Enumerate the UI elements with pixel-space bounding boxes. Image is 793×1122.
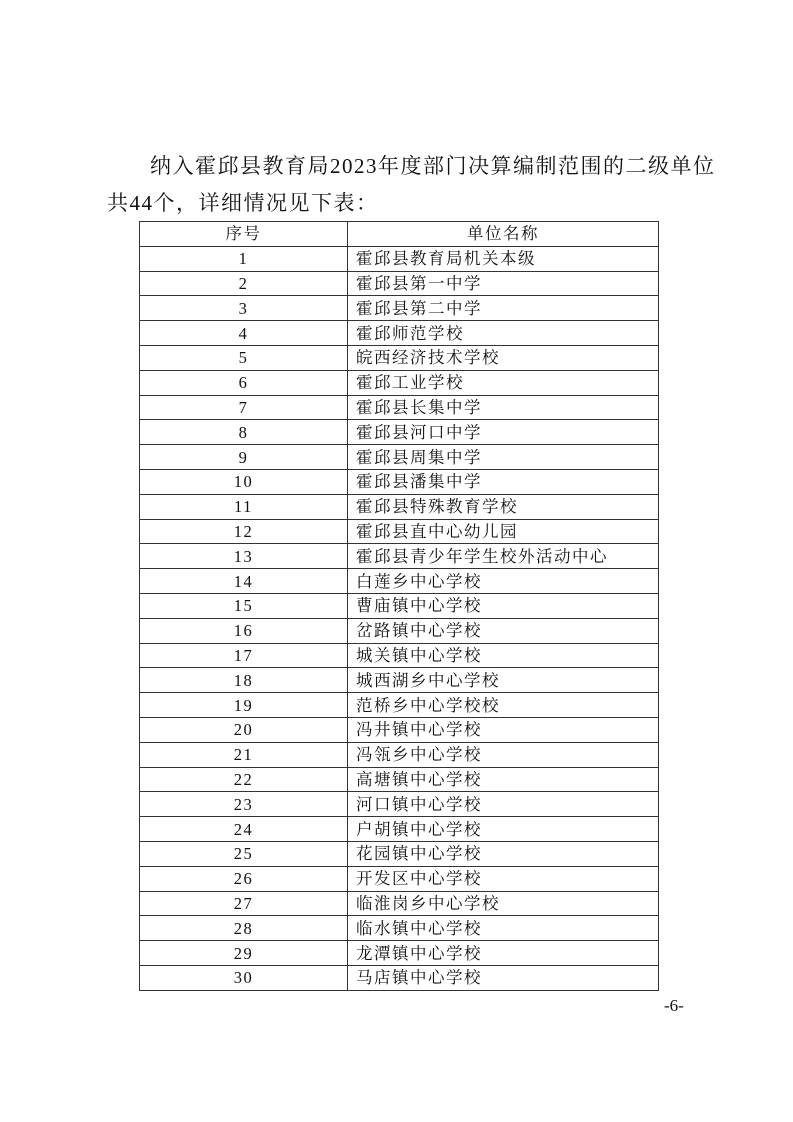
table-row: [140, 569, 659, 594]
row-index: 19: [140, 693, 348, 718]
row-unit-name: 霍邱县潘集中学: [348, 469, 659, 494]
row-unit-name: 户胡镇中心学校: [348, 817, 659, 842]
row-index: 27: [140, 891, 348, 916]
row-index: 4: [140, 321, 348, 346]
table-row: [140, 817, 659, 842]
table-row: [140, 841, 659, 866]
row-unit-name: 冯瓴乡中心学校: [348, 742, 659, 767]
row-index: 11: [140, 494, 348, 519]
table-row: [140, 866, 659, 891]
table-row: [140, 494, 659, 519]
table-row: [140, 941, 659, 966]
table-row: [140, 742, 659, 767]
table-row: [140, 643, 659, 668]
row-index: 5: [140, 345, 348, 370]
row-unit-name: 霍邱县周集中学: [348, 445, 659, 470]
table-row: [140, 420, 659, 445]
row-unit-name: 开发区中心学校: [348, 866, 659, 891]
row-unit-name: 霍邱县长集中学: [348, 395, 659, 420]
table-row: [140, 792, 659, 817]
row-unit-name: 霍邱工业学校: [348, 370, 659, 395]
table-row: [140, 668, 659, 693]
row-index: 24: [140, 817, 348, 842]
row-unit-name: 曹庙镇中心学校: [348, 593, 659, 618]
row-index: 3: [140, 296, 348, 321]
table-row: [140, 544, 659, 569]
row-unit-name: 霍邱县河口中学: [348, 420, 659, 445]
row-index: 25: [140, 841, 348, 866]
row-unit-name: 马店镇中心学校: [348, 965, 659, 990]
row-unit-name: 霍邱师范学校: [348, 321, 659, 346]
table-row: [140, 370, 659, 395]
row-unit-name: 范桥乡中心学校校: [348, 693, 659, 718]
row-unit-name: 霍邱县第二中学: [348, 296, 659, 321]
row-unit-name: 龙潭镇中心学校: [348, 941, 659, 966]
row-unit-name: 冯井镇中心学校: [348, 717, 659, 742]
row-index: 1: [140, 246, 348, 271]
row-index: 14: [140, 569, 348, 594]
row-index: 6: [140, 370, 348, 395]
table-row: [140, 717, 659, 742]
table-row: [140, 445, 659, 470]
table-row: [140, 271, 659, 296]
table-row: [140, 296, 659, 321]
table-row: [140, 767, 659, 792]
row-index: 17: [140, 643, 348, 668]
row-index: 9: [140, 445, 348, 470]
table-row: [140, 891, 659, 916]
intro-line-2: 共44个，详细情况见下表：: [107, 191, 379, 215]
table-row: [140, 618, 659, 643]
row-index: 18: [140, 668, 348, 693]
row-unit-name: 高塘镇中心学校: [348, 767, 659, 792]
row-unit-name: 岔路镇中心学校: [348, 618, 659, 643]
row-unit-name: 临淮岗乡中心学校: [348, 891, 659, 916]
table-row: [140, 321, 659, 346]
row-index: 12: [140, 519, 348, 544]
table-row: [140, 916, 659, 941]
table-row: [140, 693, 659, 718]
row-unit-name: 花园镇中心学校: [348, 841, 659, 866]
row-index: 23: [140, 792, 348, 817]
row-unit-name: 霍邱县直中心幼儿园: [348, 519, 659, 544]
row-index: 20: [140, 717, 348, 742]
table-row: [140, 246, 659, 271]
row-unit-name: 霍邱县特殊教育学校: [348, 494, 659, 519]
row-index: 28: [140, 916, 348, 941]
row-index: 13: [140, 544, 348, 569]
header-index: 序号: [140, 222, 348, 247]
row-unit-name: 霍邱县第一中学: [348, 271, 659, 296]
row-index: 22: [140, 767, 348, 792]
row-unit-name: 临水镇中心学校: [348, 916, 659, 941]
row-index: 2: [140, 271, 348, 296]
row-unit-name: 城西湖乡中心学校: [348, 668, 659, 693]
row-index: 30: [140, 965, 348, 990]
row-index: 29: [140, 941, 348, 966]
table-header-row: [140, 222, 659, 247]
table-row: [140, 965, 659, 990]
row-index: 8: [140, 420, 348, 445]
row-index: 16: [140, 618, 348, 643]
units-table: [139, 221, 659, 991]
row-index: 15: [140, 593, 348, 618]
row-unit-name: 皖西经济技术学校: [348, 345, 659, 370]
row-index: 21: [140, 742, 348, 767]
row-index: 7: [140, 395, 348, 420]
row-unit-name: 白莲乡中心学校: [348, 569, 659, 594]
header-unit-name: 单位名称: [348, 222, 659, 247]
table-row: [140, 345, 659, 370]
table-row: [140, 519, 659, 544]
row-unit-name: 城关镇中心学校: [348, 643, 659, 668]
table-row: [140, 469, 659, 494]
table-row: [140, 593, 659, 618]
row-index: 26: [140, 866, 348, 891]
row-unit-name: 霍邱县教育局机关本级: [348, 246, 659, 271]
row-unit-name: 霍邱县青少年学生校外活动中心: [348, 544, 659, 569]
intro-line-1: 纳入霍邱县教育局2023年度部门决算编制范围的二级单位: [150, 154, 716, 178]
page-number: -6-: [664, 996, 684, 1015]
row-unit-name: 河口镇中心学校: [348, 792, 659, 817]
row-index: 10: [140, 469, 348, 494]
table-row: [140, 395, 659, 420]
